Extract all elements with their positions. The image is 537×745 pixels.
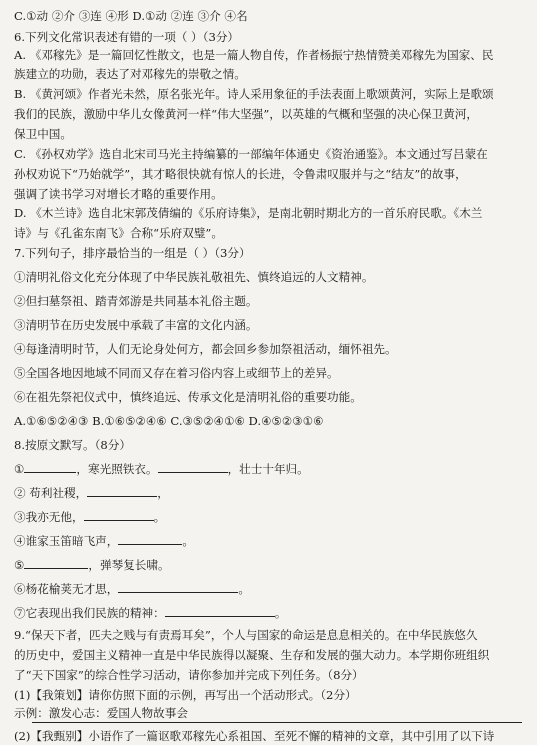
q8-stem: 8.按原文默写。（8分） [14,438,131,452]
q6-stem: 6.下列文化常识表述有错的一项（ ）（3分） [14,30,240,44]
q7-sentence-4: ④每逢清明时节，人们无论身处何方，都会回乡参加祭祖活动，缅怀祖先。 [14,342,397,356]
q9-part2-stem: (2)【我甄别】小语作了一篇讴歌邓稼先心系祖国、至死不懈的精神的文章，其中引用了以下诗 [14,729,495,743]
q9-stem-line1: 9.“保天下者，匹夫之贱与有责焉耳矣”，个人与国家的命运是息息相关的。在中华民族悠久 [14,628,478,642]
q7-sentence-6: ⑥在祖先祭祀仪式中，慎终追远、传承文化是清明礼俗的重要功能。 [14,390,362,404]
q7-stem: 7.下列句子，排序最恰当的一组是（ ）（3分） [14,246,251,260]
q6-option-d-line2: 诗》与《孔雀东南飞》合称“乐府双璧”。 [14,226,223,240]
answer-blank[interactable] [24,461,76,473]
q8-fill-line-6: ⑥杨花榆荚无才思， 。 [14,582,250,596]
q6-option-a-line2: 族建立的功勋，表达了对邓稼先的崇敬之情。 [14,67,246,81]
answer-blank[interactable] [24,557,88,569]
q6-option-b-line3: 保卫中国。 [14,127,72,141]
q9-part1-stem: (1)【我策划】请你仿照下面的示例，再写出一个活动形式。（2分） [14,688,357,702]
answer-line[interactable] [32,722,522,723]
q8-fill-line-4: ④谁家玉笛暗飞声， 。 [14,534,194,548]
q6-option-c-line2: 孙权劝说下“乃始就学”，其才略很快就有惊人的长进，令鲁肃叹服并与之“结友”的故事， [14,167,467,181]
answer-blank[interactable] [158,461,228,473]
q8-fill-line-1: ① ，寒光照铁衣。 ，壮士十年归。 [14,462,309,476]
q8-fill-line-3: ③我亦无他， 。 [14,510,166,524]
q6-option-b-line2: 我们的民族，激励中华儿女像黄河一样“伟大坚强”，以英雄的气概和坚强的决心保卫黄河， [14,107,479,121]
q9-part1-example: 示例：激发心志：爱国人物故事会 [14,706,188,720]
answer-blank[interactable] [118,533,182,545]
q6-option-c-line1: C. 《孙权劝学》选自北宋司马光主持编纂的一部编年体通史《资治通鉴》。本文通过写吕蒙在 [14,147,488,161]
answer-blank[interactable] [118,581,238,593]
q7-options: A.①⑥⑤②④③ B.①⑥⑤②④⑥ C.③⑤②④①⑥ D.④⑤②③①⑥ [14,414,324,428]
q8-fill-line-7: ⑦它表现出我们民族的精神： 。 [14,606,287,620]
q8-fill-line-2: ② 苟利社稷， ， [14,486,169,500]
q6-option-d-line1: D. 《木兰诗》选自北宋郭茂倩编的《乐府诗集》，是南北朝时期北方的一首乐府民歌。《木兰 [14,206,483,220]
answer-blank[interactable] [84,509,154,521]
q8-fill-line-5: ⑤ ，弹琴复长啸。 [14,558,170,572]
q6-option-c-line3: 强调了读书学习对增长才略的重要作用。 [14,187,223,201]
q7-sentence-2: ②但扫墓祭祖、踏青郊游是共同基本礼俗主题。 [14,294,258,308]
q9-stem-line2: 的历史中，爱国主义精神一直是中华民族得以凝聚、生存和发展的强大动力。本学期你班组织 [14,648,490,662]
q6-option-b-line1: B. 《黄河颂》作者光未然，原名张光年。诗人采用象征的手法表面上歌颂黄河，实际上是歌颂 [14,87,494,101]
q6-option-a-line1: A. 《邓稼先》是一篇回忆性散文，也是一篇人物自传，作者杨振宁热情赞美邓稼先为国家、民 [14,48,494,62]
q5-options-cd: C.①动 ②介 ③连 ④形 D.①动 ②连 ③介 ④名 [14,9,248,23]
answer-blank[interactable] [165,605,275,617]
q7-sentence-3: ③清明节在历史发展中承载了丰富的文化内涵。 [14,318,258,332]
q7-sentence-1: ①清明礼俗文化充分体现了中华民族礼敬祖先、慎终追远的人文精神。 [14,270,374,284]
q7-sentence-5: ⑤全国各地因地域不同而又存在着习俗内容上或细节上的差异。 [14,366,339,380]
answer-blank[interactable] [87,485,157,497]
q9-stem-line3: 了“天下国家”的综合性学习活动，请你参加并完成下列任务。（8分） [14,668,364,682]
